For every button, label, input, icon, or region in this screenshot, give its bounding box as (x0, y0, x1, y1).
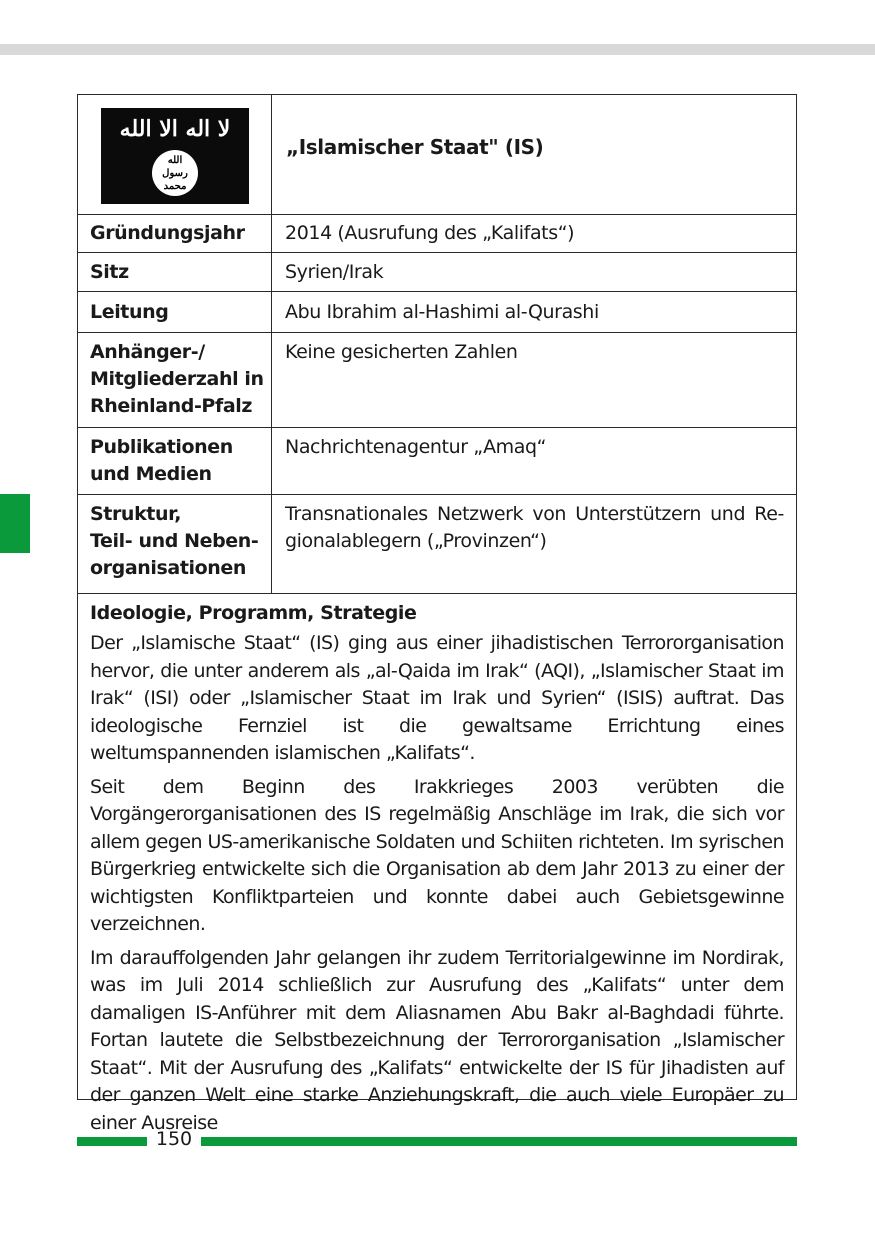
row-value: Syrien/Irak (285, 261, 384, 283)
organization-name: „Islamischer Staat" (IS) (286, 135, 544, 159)
row-value-line: Transnationales Netzwerk von Unterstützern und Re- (285, 503, 784, 525)
row-seat (78, 253, 796, 292)
row-label: Sitz (78, 253, 272, 291)
row-label: Gründungsjahr (78, 215, 272, 252)
flag-seal-line: الله (167, 155, 183, 166)
row-value: Abu Ibrahim al-Hashimi al-Qurashi (285, 301, 599, 323)
ideology-heading: Ideologie, Programm, Strategie (90, 602, 417, 624)
chapter-side-tab (0, 494, 30, 553)
organization-flag-image (101, 108, 249, 204)
row-label-line: Anhänger-/ (90, 341, 205, 363)
row-value (272, 495, 796, 593)
footer-rule-right (201, 1137, 797, 1146)
row-value: Keine gesicherten Zahlen (285, 341, 518, 363)
row-label (78, 333, 272, 427)
row-value: Nachrichtenagentur „Amaq“ (285, 436, 547, 458)
flag-seal-line: رسول (162, 168, 188, 179)
row-members (78, 333, 796, 428)
footer-rule-left (77, 1137, 147, 1146)
row-label-line: organisationen (90, 557, 247, 579)
flag-cell (78, 95, 272, 214)
row-label (78, 428, 272, 494)
row-label-line: Mitgliederzahl in (90, 368, 264, 390)
organization-profile-table (77, 94, 797, 1134)
row-label-line: Rheinland-Pfalz (90, 395, 253, 417)
flag-seal-line: محمد (163, 181, 187, 192)
ideology-section (78, 594, 796, 1143)
page-number: 150 (155, 1128, 193, 1150)
row-value: 2014 (Ausrufung des „Kalifats“) (285, 222, 575, 244)
row-structure (78, 495, 796, 594)
ideology-paragraph: Der „Islamische Staat“ (IS) ging aus einer jihadistischen Terrororganisation hervor, die unter anderem als „al-Qaida im Irak“ (AQI), „Islamischer Staat im Irak“ (ISI) oder „Islamischer Staat im Irak und Syrien“ (ISIS) auftrat. Das ideologische Fernziel ist die gewaltsame Errichtung eines weltumspannenden islamischen „Kalifats“. (90, 632, 784, 764)
flag-text: لا اله الا الله (119, 116, 231, 142)
row-label (78, 495, 272, 593)
top-decor-bar (0, 44, 875, 55)
ideology-paragraph: Im darauffolgenden Jahr gelangen ihr zudem Territorialgewinne im Nordirak, was im Juli 2014 schließlich zur Ausrufung des „Kalifats“ unter dem damaligen IS-Anführer mit dem Aliasnamen Abu Bakr al-Baghdadi führte. Fortan lautete die Selbstbezeichnung der Terrororganisation „Islamischer Staat“. Mit der Ausrufung des „Kalifats“ entwickelte der IS für Jihadisten auf der ganzen Welt eine starke Anziehungskraft, die auch viele Europäer zu einer Ausreise (90, 946, 784, 1134)
row-publications (78, 428, 796, 495)
row-label-line: Publikationen (90, 436, 233, 458)
row-label-line: Teil- und Neben- (90, 530, 259, 552)
row-label-line: und Medien (90, 463, 212, 485)
profile-header-row (78, 95, 796, 215)
ideology-paragraph: Seit dem Beginn des Irakkrieges 2003 verübten die Vorgängerorganisationen des IS regelmäßig Anschläge im Irak, die sich vor allem gegen US-amerikanische Soldaten und Schiiten richteten. Im syrischen Bürgerkrieg entwickelte sich die Organisation ab dem Jahr 2013 zu einer der wichtigsten Konfliktparteien und konnte dabei auch Gebietsgewinne verzeichnen. (90, 775, 784, 935)
row-label-line: Struktur, (90, 503, 182, 525)
row-value-line: gionalablegern („Provinzen“) (285, 530, 547, 552)
flag-seal (152, 150, 198, 196)
row-label: Leitung (78, 292, 272, 332)
row-leadership (78, 292, 796, 333)
row-founding-year (78, 215, 796, 253)
